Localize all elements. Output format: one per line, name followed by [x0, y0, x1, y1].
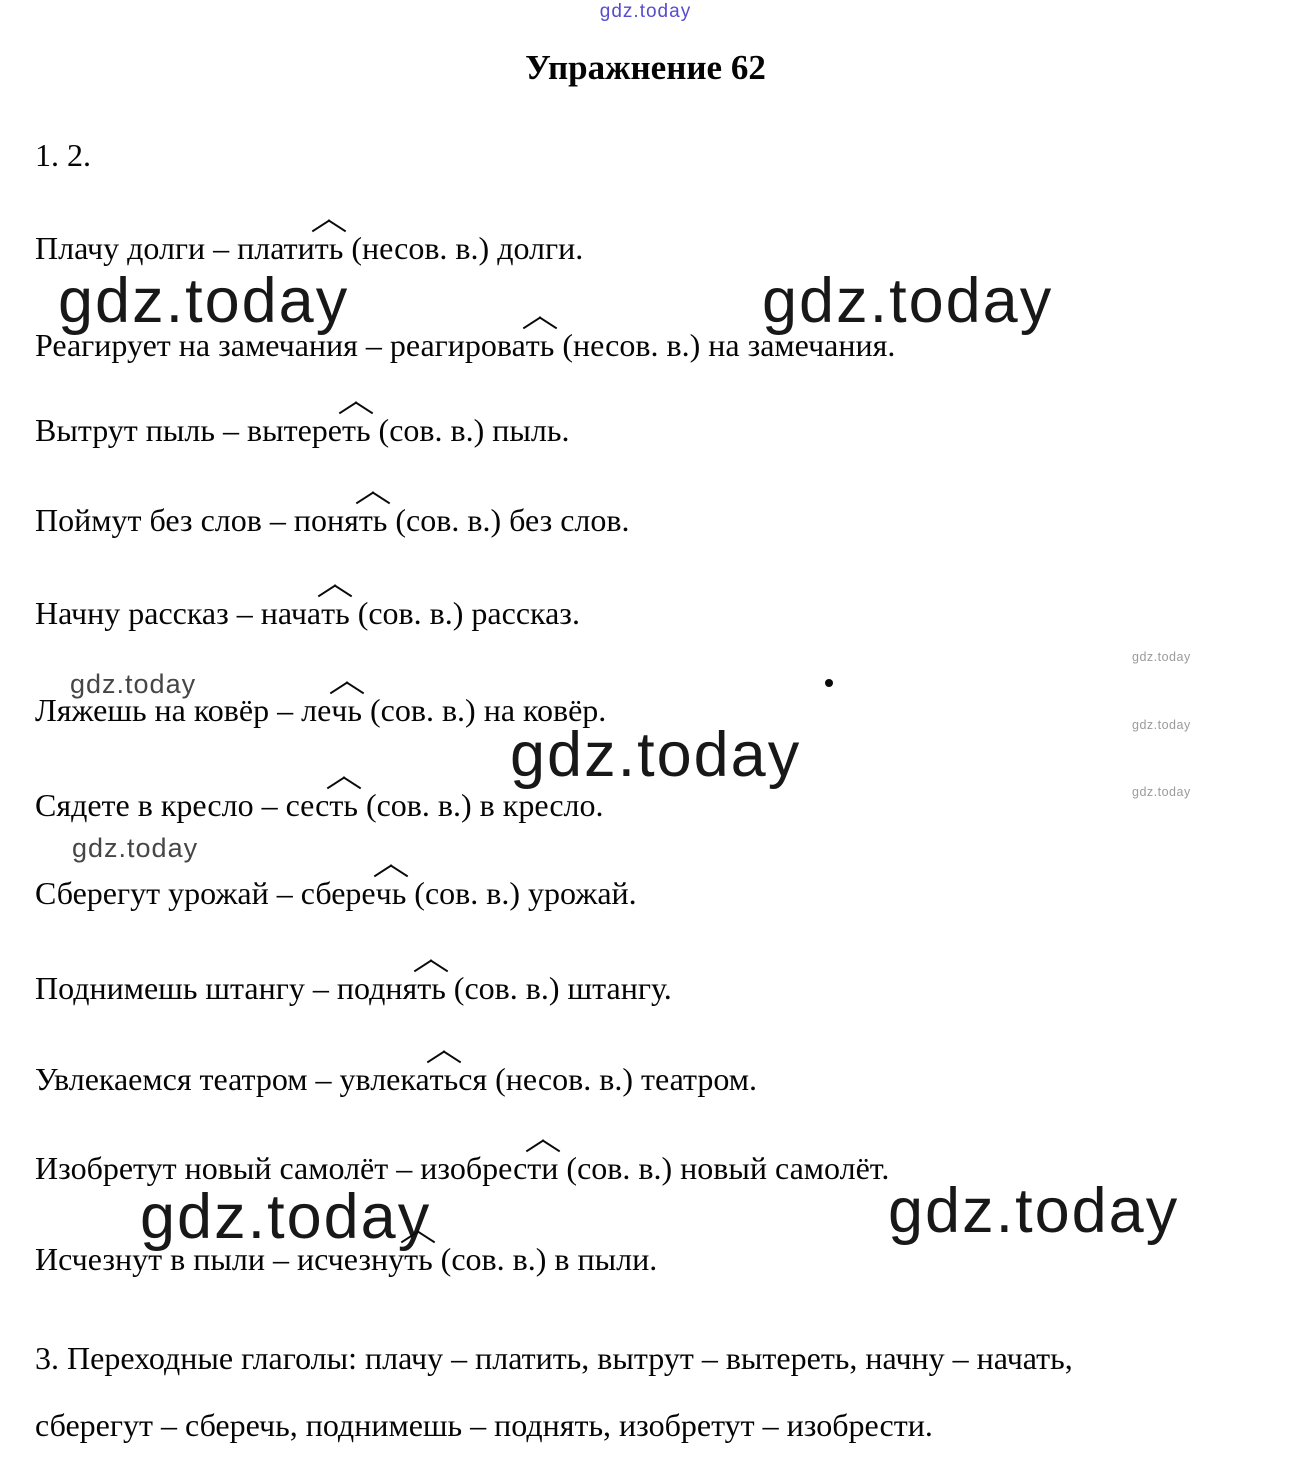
line-after: (сов. в.) без слов. — [387, 502, 630, 538]
verb-pair-line — [35, 501, 630, 539]
line-after: (сов. в.) рассказ. — [349, 595, 580, 631]
verb-pair-line — [35, 1060, 757, 1098]
watermark-large: gdz.today — [888, 1176, 1180, 1246]
line-after: (сов. в.) урожай. — [406, 875, 637, 911]
suffix-text: ти — [527, 1150, 559, 1186]
watermark-large: gdz.today — [762, 266, 1054, 336]
verb-pair-line — [35, 326, 895, 364]
line-after: (сов. в.) штангу. — [445, 970, 672, 1006]
verb-pair-line — [35, 594, 580, 632]
page-title: Упражнение 62 — [525, 48, 766, 87]
verb-suffix — [359, 501, 388, 539]
verb-pair-line — [35, 874, 637, 912]
line-before: Поймут без слов – поня — [35, 502, 359, 538]
suffix-text: ть — [525, 327, 555, 363]
line-before: Изобретут новый самолёт – изобрес — [35, 1150, 528, 1186]
transitive-verbs-line-1: 3. Переходные глаголы: плачу – платить, вытрут – вытереть, начну – начать, — [35, 1340, 1073, 1376]
transitive-verbs-line-2: сберегут – сберечь, поднимешь – поднять, изобретут – изобрести. — [35, 1407, 933, 1443]
line-before: Начну рассказ – нача — [35, 595, 322, 631]
suffix-text: ть — [429, 1061, 459, 1097]
line-before: Поднимешь штангу – подня — [35, 970, 418, 1006]
line-after: (несов. в.) на замечания. — [554, 327, 896, 363]
line-before: Ляжешь на ковёр – ле — [35, 692, 332, 728]
line-before: Сядете в кресло – сес — [35, 787, 330, 823]
line-before: Увлекаемся театром – увлека — [35, 1061, 430, 1097]
verb-suffix — [417, 969, 446, 1007]
verb-pair-line — [35, 229, 583, 267]
watermark-large: gdz.today — [510, 720, 802, 790]
line-after: (сов. в.) в кресло. — [357, 787, 604, 823]
verb-pair-line — [35, 969, 672, 1007]
verb-suffix — [376, 874, 407, 912]
suffix-text: ть — [341, 412, 371, 448]
verb-pair-line — [35, 691, 606, 729]
watermark-tiny: gdz.today — [1132, 785, 1191, 799]
line-before: Исчезнут в пыли – исчезну — [35, 1241, 405, 1277]
verb-suffix — [404, 1240, 433, 1278]
line-before: Вытрут пыль – вытере — [35, 412, 342, 448]
suffix-text: чь — [375, 875, 407, 911]
line-after: (сов. в.) на ковёр. — [361, 692, 607, 728]
verb-suffix — [430, 1060, 459, 1098]
verb-pair-line — [35, 786, 604, 824]
line-after: (сов. в.) в пыли. — [432, 1241, 658, 1277]
suffix-text: ть — [404, 1241, 433, 1277]
watermark-tiny: gdz.today — [1132, 650, 1191, 664]
suffix-text: ть — [329, 787, 358, 823]
watermark-large: gdz.today — [140, 1182, 432, 1252]
verb-suffix — [526, 326, 555, 364]
verb-suffix — [331, 691, 362, 729]
line-before: Плачу долги – плати — [35, 230, 315, 266]
line-after: (сов. в.) пыль. — [370, 412, 570, 448]
suffix-text: чь — [331, 692, 362, 728]
verb-pair-line — [35, 1149, 889, 1187]
watermark-small: gdz.today — [70, 669, 197, 699]
verb-suffix — [329, 786, 358, 824]
watermark-large: gdz.today — [58, 266, 350, 336]
watermark-tiny: gdz.today — [1132, 718, 1191, 732]
watermark-top: gdz.today — [599, 1, 692, 22]
items-label: 1. 2. — [35, 137, 91, 173]
line-after: (несов. в.) долги. — [343, 230, 584, 266]
suffix-text: ть — [314, 230, 344, 266]
line-after: ся (несов. в.) театром. — [458, 1061, 757, 1097]
line-after: (сов. в.) новый самолёт. — [558, 1150, 890, 1186]
suffix-text: ть — [358, 502, 388, 538]
verb-suffix — [527, 1149, 558, 1187]
suffix-text: ть — [321, 595, 350, 631]
verb-pair-line — [35, 411, 569, 449]
line-before: Сберегут урожай – сбере — [35, 875, 376, 911]
verb-suffix — [321, 594, 350, 632]
line-before: Реагирует на замечания – реагирова — [35, 327, 526, 363]
verb-pair-line — [35, 1240, 657, 1278]
verb-suffix — [315, 229, 344, 267]
suffix-text: ть — [417, 970, 446, 1006]
ink-dot — [825, 679, 833, 687]
verb-suffix — [342, 411, 371, 449]
watermark-small: gdz.today — [72, 833, 199, 863]
